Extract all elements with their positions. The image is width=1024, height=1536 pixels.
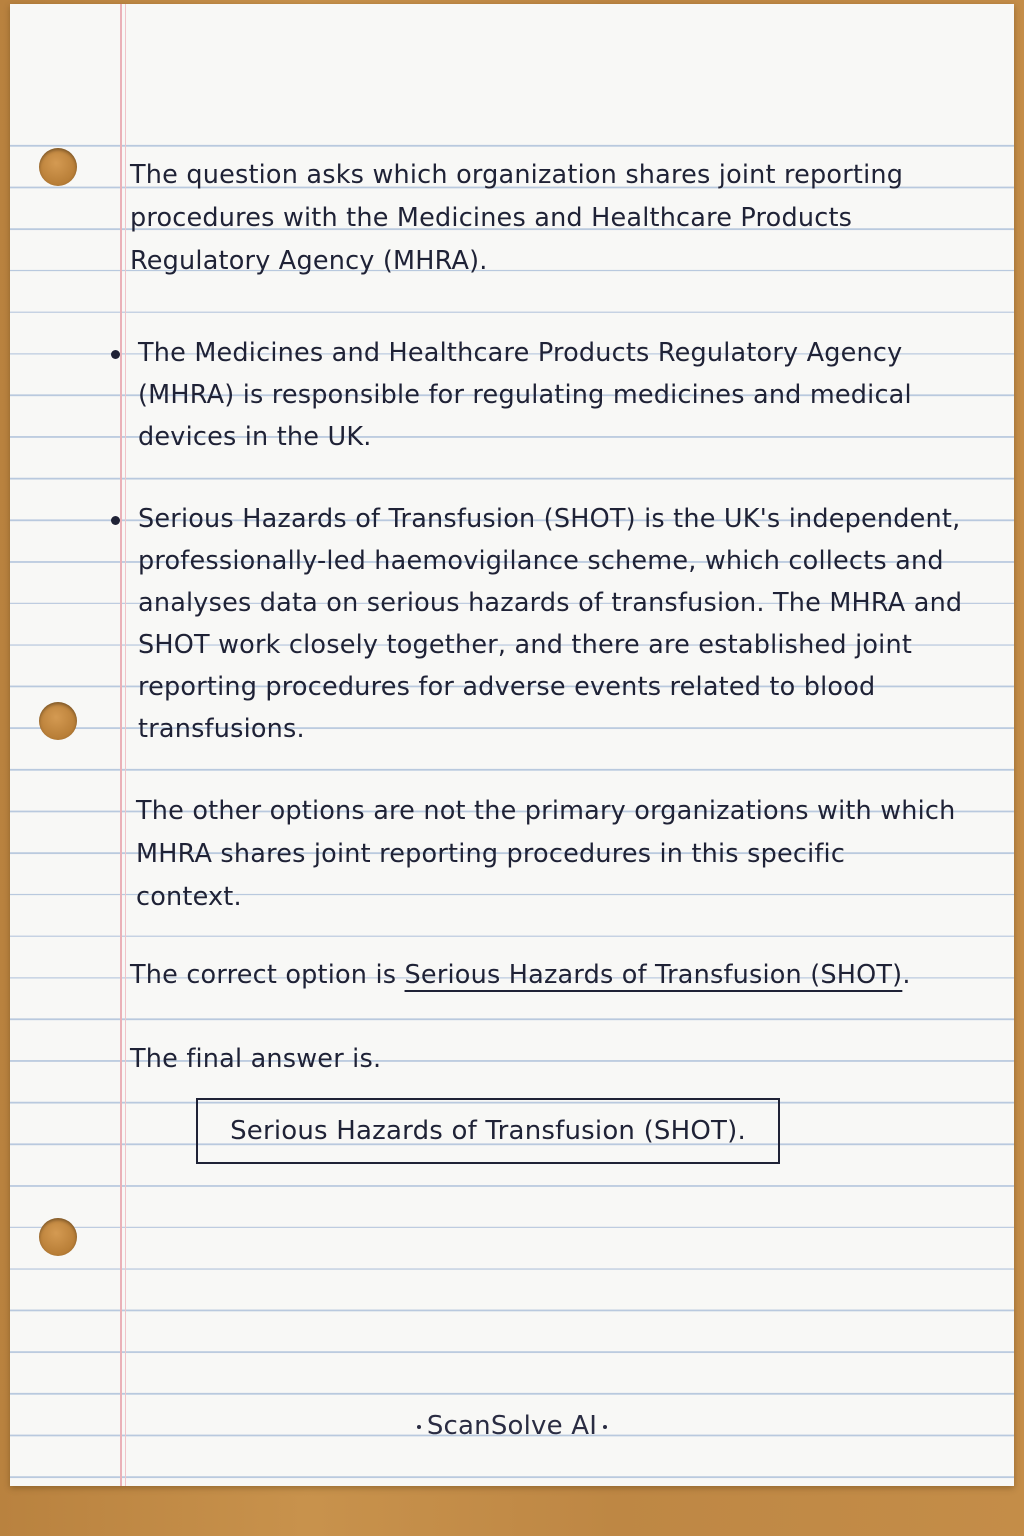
bullet-dot-icon	[111, 516, 120, 525]
final-answer-label: The final answer is.	[130, 1044, 382, 1074]
notebook-paper	[10, 4, 1014, 1486]
final-answer-text: Serious Hazards of Transfusion (SHOT).	[230, 1116, 746, 1146]
brand-dot-left-icon	[417, 1425, 421, 1429]
handwritten-solution	[10, 4, 1014, 1486]
brand-name: ScanSolve AI	[426, 1411, 598, 1441]
intro-paragraph: The question asks which organization shares joint reporting procedures with the Medicines and Healthcare Products Regulatory Agency (MHRA).	[130, 160, 904, 276]
bullet-shot-text: Serious Hazards of Transfusion (SHOT) is the UK's independent, professionally-led haemovigilance scheme, which collects and analyses data on serious hazards of transfusion. The MHRA and SHOT work closely together, and there are established joint reporting procedures for adverse events related to blood transfusions.	[138, 504, 963, 744]
correct-option-prefix: The correct option is	[130, 960, 405, 990]
correct-option-line	[130, 954, 990, 997]
final-answer-box	[196, 1098, 780, 1164]
brand-footer	[10, 1406, 1014, 1446]
brand-dot-right-icon	[603, 1425, 607, 1429]
correct-option-answer: Serious Hazards of Transfusion (SHOT)	[404, 960, 903, 990]
bullet-mhra-text: The Medicines and Healthcare Products Regulatory Agency (MHRA) is responsible for regulating medicines and medical devices in the UK.	[138, 338, 912, 452]
bullet-dot-icon	[111, 350, 120, 359]
other-options-paragraph: The other options are not the primary organizations with which MHRA shares joint reporting procedures in this specific context.	[136, 796, 956, 912]
correct-option-suffix: .	[902, 960, 911, 990]
